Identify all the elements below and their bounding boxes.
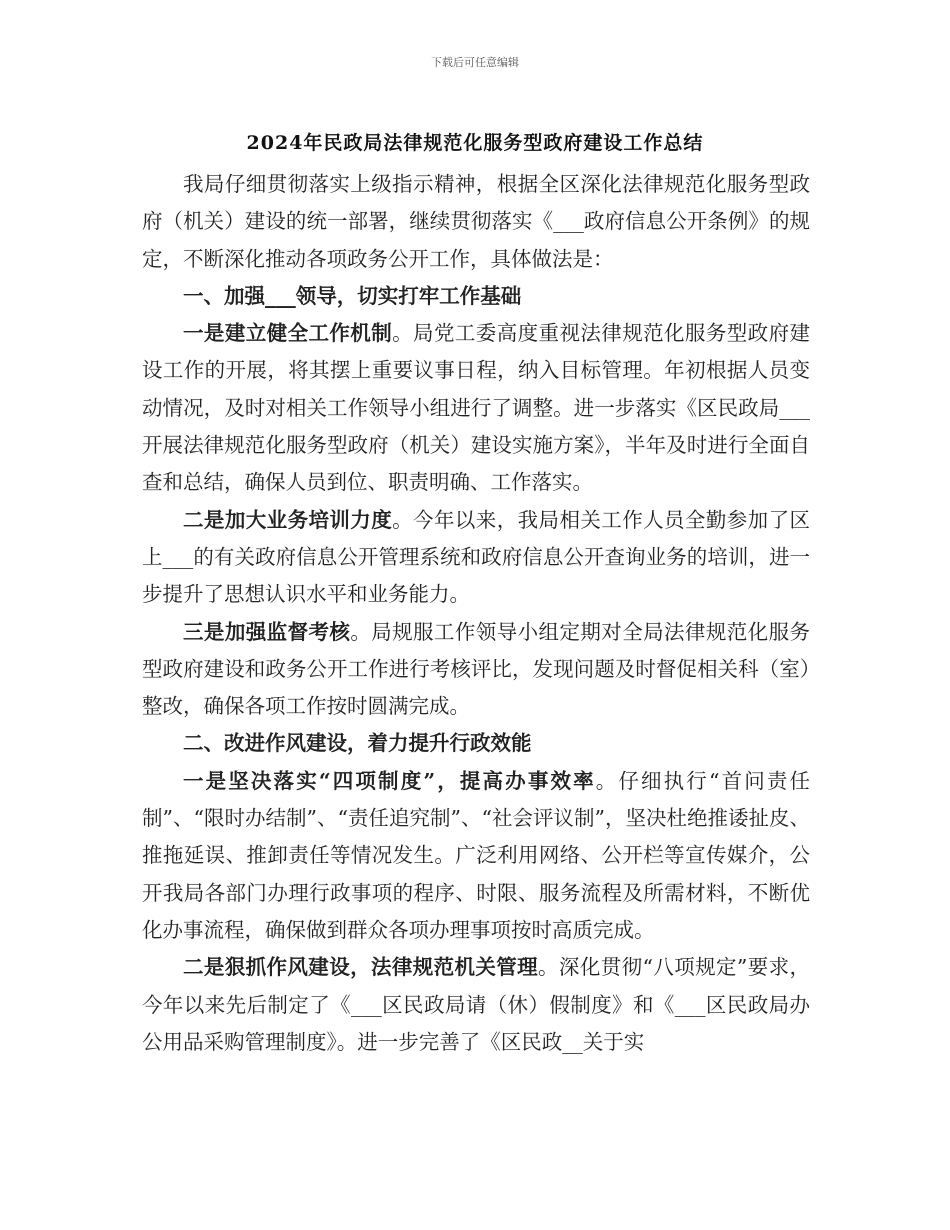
paragraph-text: 。仔细执行“首问责任制”、“限时办结制”、“责任追究制”、“社会评议制”，坚决杜绝推诿扯皮、推拖延误、推卸责任等情况发生。广泛利用网络、公开栏等宣传媒介，公开我局各部门办理行政事项的程序、时限、服务流程及所需材料，不断优化办事流程，确保做到群众各项办理事项按时高质完成。 xyxy=(142,768,810,942)
paragraph-lead: 三是加强监督考核 xyxy=(183,619,351,644)
paragraph-text: 。局规服工作领导小组定期对全局法律规范化服务型政府建设和政务公开工作进行考核评比，发现问题及时督促相关科（室）整改，确保各项工作按时圆满完成。 xyxy=(142,619,811,719)
paragraph-item xyxy=(142,315,810,501)
paragraph-item xyxy=(142,614,810,726)
paragraph-text: 。深化贯彻“八项规定”要求，今年以来先后制定了《___区民政局请（休）假制度》和《___区民政局办公用品采购管理制度》。进一步完善了《区民政__关于实 xyxy=(142,955,811,1054)
document-title: 2024年民政局法律规范化服务型政府建设工作总结 xyxy=(246,132,704,154)
document-body xyxy=(142,166,810,1061)
paragraph-lead: 一是坚决落实“四项制度”，提高办事效率 xyxy=(183,768,596,793)
paragraph-intro xyxy=(142,166,810,278)
paragraph-item xyxy=(142,763,810,949)
section-heading-2: 二、改进作风建设，着力提升行政效能 xyxy=(183,731,532,756)
header-note: 下载后可任意编辑 xyxy=(431,56,519,69)
paragraph-item xyxy=(142,949,810,1061)
paragraph-lead: 二是加大业务培训力度 xyxy=(183,507,393,532)
paragraph-item xyxy=(142,502,810,614)
paragraph-lead: 二是狠抓作风建设，法律规范机关管理 xyxy=(183,955,539,980)
paragraph-lead: 一是建立健全工作机制 xyxy=(183,321,393,346)
paragraph-text: 。今年以来，我局相关工作人员全勤参加了区上___的有关政府信息公开管理系统和政府信息公开查询业务的培训，进一步提升了思想认识水平和业务能力。 xyxy=(142,507,811,607)
section-heading-1: 一、加强___领导，切实打牢工作基础 xyxy=(183,283,522,308)
paragraph-text: 我局仔细贯彻落实上级指示精神，根据全区深化法律规范化服务型政府（机关）建设的统一部署，继续贯彻落实《___政府信息公开条例》的规定，不断深化推动各项政务公开工作，具体做法是： xyxy=(142,172,810,271)
paragraph-text: 。局党工委高度重视法律规范化服务型政府建设工作的开展，将其摆上重要议事日程，纳入目标管理。年初根据人员变动情况，及时对相关工作领导小组进行了调整。进一步落实《区民政局___开展法律规范化服务型政府（机关）建设实施方案》，半年及时进行全面自查和总结，确保人员到位、职责明确、工作落实。 xyxy=(142,321,811,495)
